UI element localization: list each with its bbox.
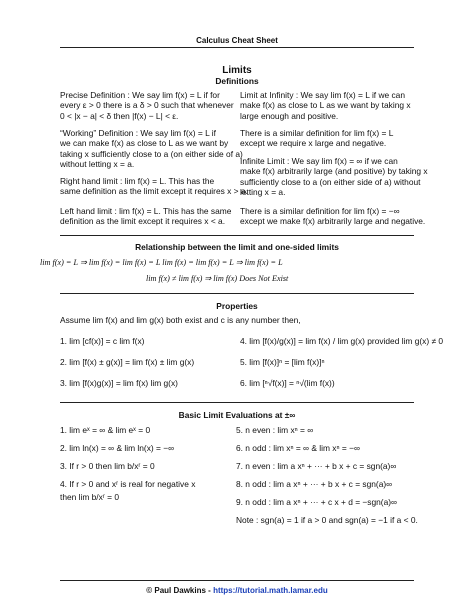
- right-hand-line: Right hand limit : lim f(x) = L. This has the: [60, 176, 215, 186]
- infinite-line: sufficiently close to a (on either side of a) without: [240, 176, 421, 187]
- property-2: 2. lim [f(x) ± g(x)] = lim f(x) ± lim g(x): [60, 357, 195, 367]
- basic-limit-7: 7. n even : lim a xⁿ + ··· + b x + c = sgn(a)∞: [236, 461, 397, 471]
- precise-line: every ε > 0 there is a δ > 0 such that whenever: [60, 100, 234, 111]
- working-line: “Working” Definition : We say lim f(x) = L if: [60, 128, 216, 138]
- left-hand-limit: [60, 206, 231, 227]
- infinity-line: large enough and positive.: [240, 110, 339, 121]
- similar-line: except we make f(x) arbitrarily large and negative.: [240, 216, 426, 227]
- basic-limit-6: 6. n odd : lim xⁿ = ∞ & lim xⁿ = −∞: [236, 443, 360, 453]
- working-line: taking x sufficiently close to a (on either side of a): [60, 148, 243, 159]
- footer-author: © Paul Dawkins -: [146, 586, 214, 595]
- similar-line: There is a similar definition for lim f(x) = L: [240, 128, 394, 138]
- basic-limit-4-cont: then lim b/xʳ = 0: [60, 492, 120, 502]
- property-1: 1. lim [cf(x)] = c lim f(x): [60, 336, 145, 346]
- relationship-line-2: lim f(x) ≠ lim f(x) ⇒ lim f(x) Does Not Exist: [146, 274, 289, 283]
- section-title: Limits: [222, 65, 252, 76]
- basic-limit-2: 2. lim ln(x) = ∞ & lim ln(x) = −∞: [60, 443, 175, 453]
- basic-limit-1: 1. lim eˣ = ∞ & lim eˣ = 0: [60, 425, 151, 435]
- section-rule: [60, 293, 414, 294]
- section-rule: [60, 235, 414, 236]
- similar-line: There is a similar definition for lim f(x) = −∞: [240, 206, 400, 216]
- working-definition: [60, 128, 243, 170]
- infinite-line: Infinite Limit : We say lim f(x) = ∞ if we can: [240, 156, 398, 166]
- right-hand-limit: [60, 176, 248, 197]
- property-6: 6. lim [ⁿ√f(x)] = ⁿ√(lim f(x)): [240, 378, 335, 388]
- infinite-line: make f(x) arbitrarily large (and positive) by taking x: [240, 166, 428, 177]
- footer-rule: [60, 580, 414, 581]
- property-5: 5. lim [f(x)]ⁿ = [lim f(x)]ⁿ: [240, 357, 325, 367]
- header-rule: [60, 47, 414, 48]
- right-hand-line: same definition as the limit except it requires x > a.: [60, 186, 248, 197]
- basic-limit-3: 3. If r > 0 then lim b/xʳ = 0: [60, 461, 155, 471]
- working-line: we can make f(x) as close to L as we want by: [60, 138, 229, 149]
- infinite-limit: [240, 156, 428, 198]
- section-subtitle: Definitions: [215, 76, 259, 86]
- sgn-note: Note : sgn(a) = 1 if a > 0 and sgn(a) = −1 if a < 0.: [236, 515, 418, 525]
- basic-limits-title: Basic Limit Evaluations at ±∞: [178, 410, 296, 420]
- basic-limit-5: 5. n even : lim xⁿ = ∞: [236, 425, 314, 435]
- infinity-line: make f(x) as close to L as we want by taking x: [240, 100, 411, 111]
- footer-link[interactable]: https://tutorial.math.lamar.edu: [213, 586, 328, 595]
- section-rule: [60, 402, 414, 403]
- similar-line: except we require x large and negative.: [240, 138, 387, 149]
- relationship-line-1: lim f(x) = L ⇒ lim f(x) = lim f(x) = L lim f(x) = lim f(x) = L ⇒ lim f(x) = L: [40, 258, 283, 267]
- precise-line: Precise Definition : We say lim f(x) = L if for: [60, 90, 220, 100]
- working-line: without letting x = a.: [60, 159, 135, 170]
- precise-definition: [60, 90, 234, 121]
- relationship-title: Relationship between the limit and one-sided limits: [135, 242, 339, 252]
- left-hand-line: definition as the limit except it requires x < a.: [60, 216, 226, 227]
- properties-assumption: Assume lim f(x) and lim g(x) both exist and c is any number then,: [60, 315, 301, 325]
- limit-at-infinity: [240, 90, 411, 121]
- property-4: 4. lim [f(x)/g(x)] = lim f(x) / lim g(x) provided lim g(x) ≠ 0: [240, 336, 444, 346]
- infinity-line: Limit at Infinity : We say lim f(x) = L if we can: [240, 90, 405, 100]
- page-header: Calculus Cheat Sheet: [196, 36, 278, 45]
- infinite-line: letting x = a.: [240, 187, 286, 198]
- similar-definition-2: [240, 206, 425, 227]
- basic-limit-8: 8. n odd : lim a xⁿ + ··· + b x + c = sgn(a)∞: [236, 479, 393, 489]
- left-hand-line: Left hand limit : lim f(x) = L. This has the same: [60, 206, 232, 216]
- page-footer: [0, 586, 474, 595]
- precise-line: 0 < |x − a| < δ then |f(x) − L| < ε.: [60, 110, 179, 121]
- basic-limit-4: 4. If r > 0 and xʳ is real for negative x: [60, 479, 196, 489]
- properties-title: Properties: [216, 301, 258, 311]
- similar-definition-1: [240, 128, 393, 149]
- property-3: 3. lim [f(x)g(x)] = lim f(x) lim g(x): [60, 378, 178, 388]
- basic-limit-9: 9. n odd : lim a xⁿ + ··· + c x + d = −sgn(a)∞: [236, 497, 398, 507]
